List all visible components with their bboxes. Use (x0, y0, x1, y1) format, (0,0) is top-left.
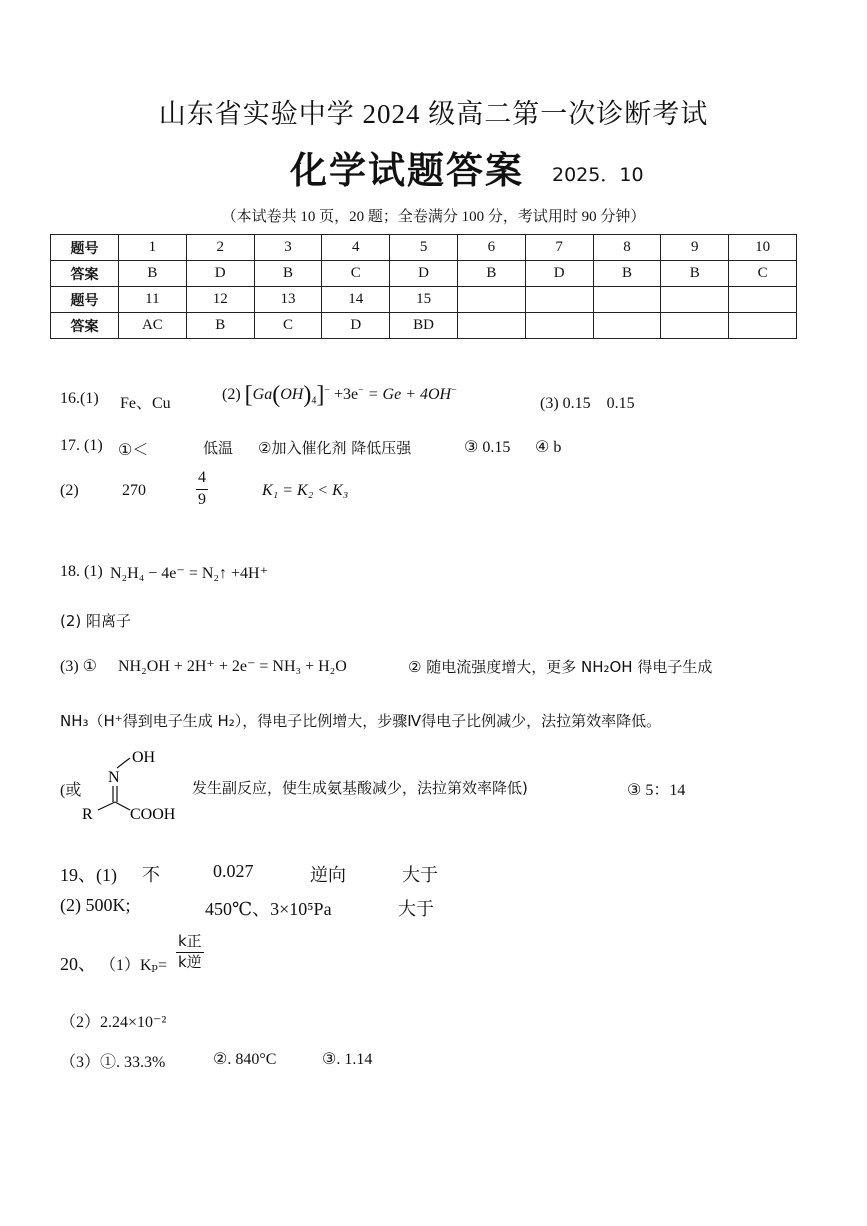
q18-part3-e: ③ 5：14 (627, 782, 686, 799)
q19-a2: 0.027 (213, 861, 254, 881)
q17-fraction (196, 468, 208, 511)
table-cell (661, 313, 729, 339)
q16-answer-1: Fe、Cu (120, 395, 171, 412)
q19-b2: 大于 (398, 899, 434, 920)
q18-part3-d: 发生副反应，使生成氨基酸减少，法拉第效率降低) (192, 779, 528, 797)
table-cell: 5 (390, 235, 458, 261)
table-cell: 11 (119, 287, 187, 313)
mol-cooh: COOH (130, 806, 176, 823)
table-cell: B (119, 261, 187, 287)
table-cell: B (254, 261, 322, 287)
table-cell: 8 (593, 235, 661, 261)
q17-k-relation: K₁ = K₂ < K₃ (262, 482, 349, 499)
table-cell: D (525, 261, 593, 287)
q18-part3-label: (3) ① (60, 658, 97, 675)
q20-label: 20、 (60, 954, 96, 974)
table-cell (661, 287, 729, 313)
q18-label: 18. (1) (60, 563, 103, 580)
table-cell: 1 (119, 235, 187, 261)
table-cell: 7 (525, 235, 593, 261)
q16-label: 16.(1) (60, 390, 99, 407)
table-row-header: 题号 (51, 287, 119, 313)
bond-c-cooh (115, 802, 130, 810)
table-cell (729, 287, 797, 313)
q17-label: 17. (1) (60, 437, 103, 454)
frac-numerator: 4 (196, 468, 208, 490)
page-title: 化学试题答案 (290, 149, 524, 192)
table-row (51, 287, 797, 313)
table-row (51, 313, 797, 339)
table-cell: 14 (322, 287, 390, 313)
bracket-close: ] (316, 382, 325, 408)
table-cell: C (729, 261, 797, 287)
table-row-header: 答案 (51, 313, 119, 339)
q17-a4: ③ 0.15 (464, 439, 511, 456)
table-cell: B (186, 313, 254, 339)
q20-part3-a: （3）①. 33.3% (60, 1054, 166, 1071)
q20-part1: （1）Kₚ= (100, 957, 167, 974)
q17-value-270: 270 (122, 482, 146, 499)
q16-part2-label: (2) (222, 386, 241, 404)
table-cell (593, 313, 661, 339)
q17-a1: ①＜ (118, 442, 149, 459)
table-cell: 9 (661, 235, 729, 261)
table-cell: 2 (186, 235, 254, 261)
q19-a3: 逆向 (310, 865, 346, 886)
table-cell: D (390, 261, 458, 287)
q19-a1: 不 (142, 865, 160, 886)
bracket-open: [ (244, 382, 253, 408)
table-cell: 15 (390, 287, 458, 313)
charge-minus: − (324, 384, 330, 396)
q18-part3-b: ② 随电流强度增大，更多 NH₂OH 得电子生成 (408, 658, 713, 676)
table-cell: 4 (322, 235, 390, 261)
q16-answer-3: (3) 0.15 0.15 (540, 395, 635, 412)
q20-part3-b: ②. 840°C (213, 1051, 277, 1068)
bond-n-o (117, 758, 130, 768)
answer-table (50, 234, 797, 339)
electron-term: +3e (333, 386, 359, 404)
school-exam-title: 山东省实验中学 2024 级高二第一次诊断考试 (158, 99, 709, 129)
oxime-acid-structure (80, 742, 190, 824)
table-cell: B (593, 261, 661, 287)
table-cell (729, 313, 797, 339)
ga-text: Ga (252, 386, 273, 404)
table-cell: 10 (729, 235, 797, 261)
q18-part2: (2) 阳离子 (60, 612, 132, 630)
q19-label-2: (2) 500K; (60, 895, 131, 915)
table-cell (457, 287, 525, 313)
sub-4: 4 (311, 395, 317, 407)
q18-equation-2: NH₂OH + 2H⁺ + 2e⁻ = NH₃ + H₂O (118, 658, 347, 675)
table-cell: C (254, 313, 322, 339)
table-cell: BD (390, 313, 458, 339)
table-cell (525, 313, 593, 339)
frac-denominator: 9 (198, 490, 206, 508)
table-cell (593, 287, 661, 313)
q19-label: 19、(1) (60, 865, 117, 885)
table-cell (457, 313, 525, 339)
k-reverse: k逆 (178, 952, 202, 971)
table-cell: 3 (254, 235, 322, 261)
table-cell: B (457, 261, 525, 287)
q17-a2: 低温 (203, 439, 234, 457)
q17-a5: ④ b (535, 439, 562, 456)
exam-date: 2025．10 (552, 164, 644, 186)
table-row (51, 261, 797, 287)
paren-close: ) (303, 382, 312, 408)
q18-part3-c: NH₃（H⁺得到电子生成 H₂），得电子比例增大，步骤Ⅳ得电子比例减少，法拉第效率降低。 (60, 712, 662, 730)
q19-b1: 450℃、3×10⁵Pa (205, 899, 332, 919)
paren-open: ( (272, 382, 281, 408)
table-row (51, 235, 797, 261)
table-cell: D (322, 313, 390, 339)
q17-a3: ②加入催化剂 降低压强 (258, 439, 412, 457)
mol-oh: OH (132, 749, 156, 766)
q19-a4: 大于 (402, 865, 438, 886)
table-cell (525, 287, 593, 313)
q18-or: (或 (60, 782, 82, 799)
table-row-header: 题号 (51, 235, 119, 261)
table-cell: D (186, 261, 254, 287)
table-cell: 12 (186, 287, 254, 313)
ge-product: = Ge + 4OH (367, 386, 452, 404)
mol-r: R (82, 806, 93, 823)
table-cell: 13 (254, 287, 322, 313)
table-cell: C (322, 261, 390, 287)
mol-n: N (108, 769, 120, 786)
q17-label-2: (2) (60, 482, 79, 499)
exam-note: （本试卷共 10 页，20 题；全卷满分 100 分，考试用时 90 分钟） (221, 209, 646, 225)
table-cell: B (661, 261, 729, 287)
q16-answer-2: (2) $[Ga(OH)_4]^- +3e^- = Ge + 4OH^-$ (222, 382, 457, 408)
bond-c-r (98, 802, 115, 810)
k-forward: k正 (176, 932, 204, 953)
table-cell: AC (119, 313, 187, 339)
q18-equation-1: N₂H₄ − 4e⁻ = N₂↑ +4H⁺ (110, 565, 269, 582)
oh-text: OH (280, 386, 304, 404)
table-row-header: 答案 (51, 261, 119, 287)
q20-k-fraction (176, 932, 204, 972)
q20-part2: （2）2.24×10⁻² (60, 1014, 167, 1031)
table-cell: 6 (457, 235, 525, 261)
q20-part3-c: ③. 1.14 (322, 1051, 373, 1068)
